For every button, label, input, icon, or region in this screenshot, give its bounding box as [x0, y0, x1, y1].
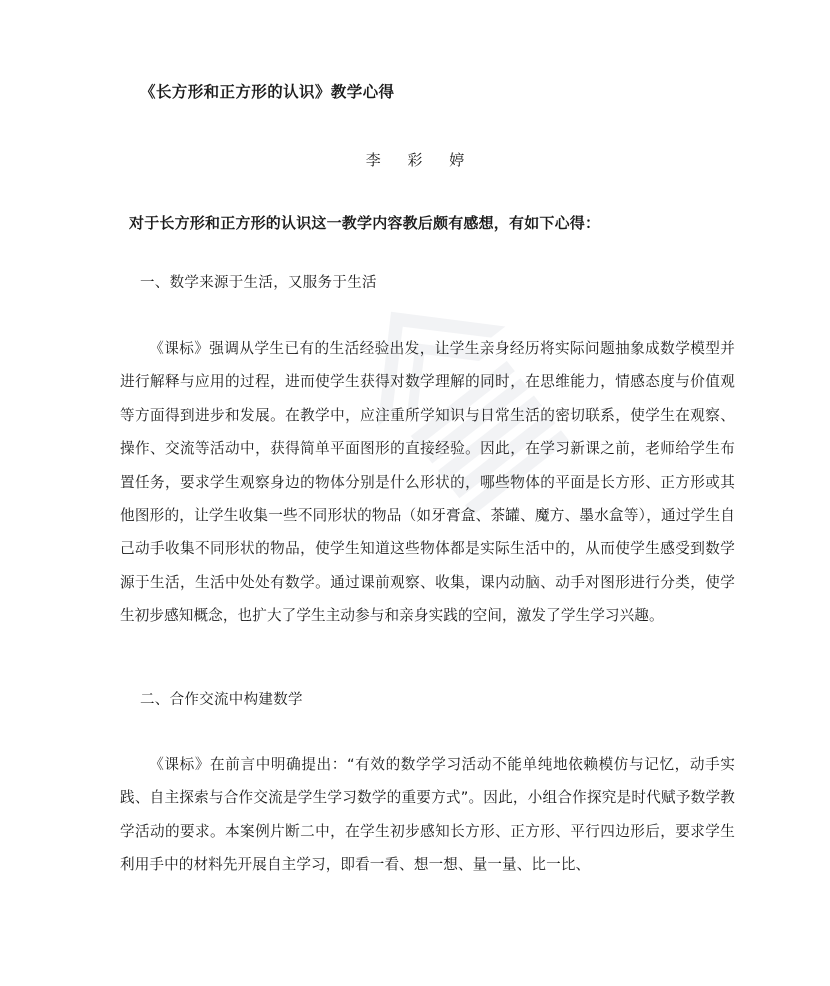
section-body-one: 《课标》强调从学生已有的生活经验出发，让学生亲身经历将实际问题抽象成数学模型并进行解释与应用的过程，进而使学生获得对数学理解的同时，在思维能力，情感态度与价值观等方面得到进步和发展。在教学中，应注重所学知识与日常生活的密切联系，使学生在观察、操作、交流等活动中，获得简单平面图形的直接经验。因此，在学习新课之前，老师给学生布置任务，要求学生观察身边的物体分别是什么形状的，哪些物体的平面是长方形、正方形或其他图形的，让学生收集一些不同形状的物品（如牙膏盒、茶罐、魔方、墨水盒等），通过学生自己动手收集不同形状的物品，使学生知道这些物体都是实际生活中的，从而使学生感受到数学源于生活，生活中处处有数学。通过课前观察、收集，课内动脑、动手对图形进行分类，使学生初步感知概念，也扩大了学生主动参与和亲身实践的空间，激发了学生学习兴趣。 — [120, 340, 735, 625]
section-heading-one: 一、数学来源于生活，又服务于生活 — [140, 275, 377, 291]
page-title: 《长方形和正方形的认识》教学心得 — [140, 83, 395, 101]
author-name: 李 彩 婷 — [365, 151, 476, 169]
section-body-two: 《课标》在前言中明确提出：“有效的数学学习活动不能单纯地依赖模仿与记忆，动手实践、自主探索与合作交流是学生学习数学的重要方式”。因此，小组合作探究是时代赋予数学教学活动的要求。本案例片断二中，在学生初步感知长方形、正方形、平行四边形后，要求学生利用手中的材料先开展自主学习，即看一看、想一想、量一量、比一比、 — [120, 756, 735, 874]
section-heading-two: 二、合作交流中构建数学 — [140, 692, 303, 708]
lead-paragraph: 对于长方形和正方形的认识这一教学内容教后颇有感想，有如下心得： — [129, 214, 601, 232]
